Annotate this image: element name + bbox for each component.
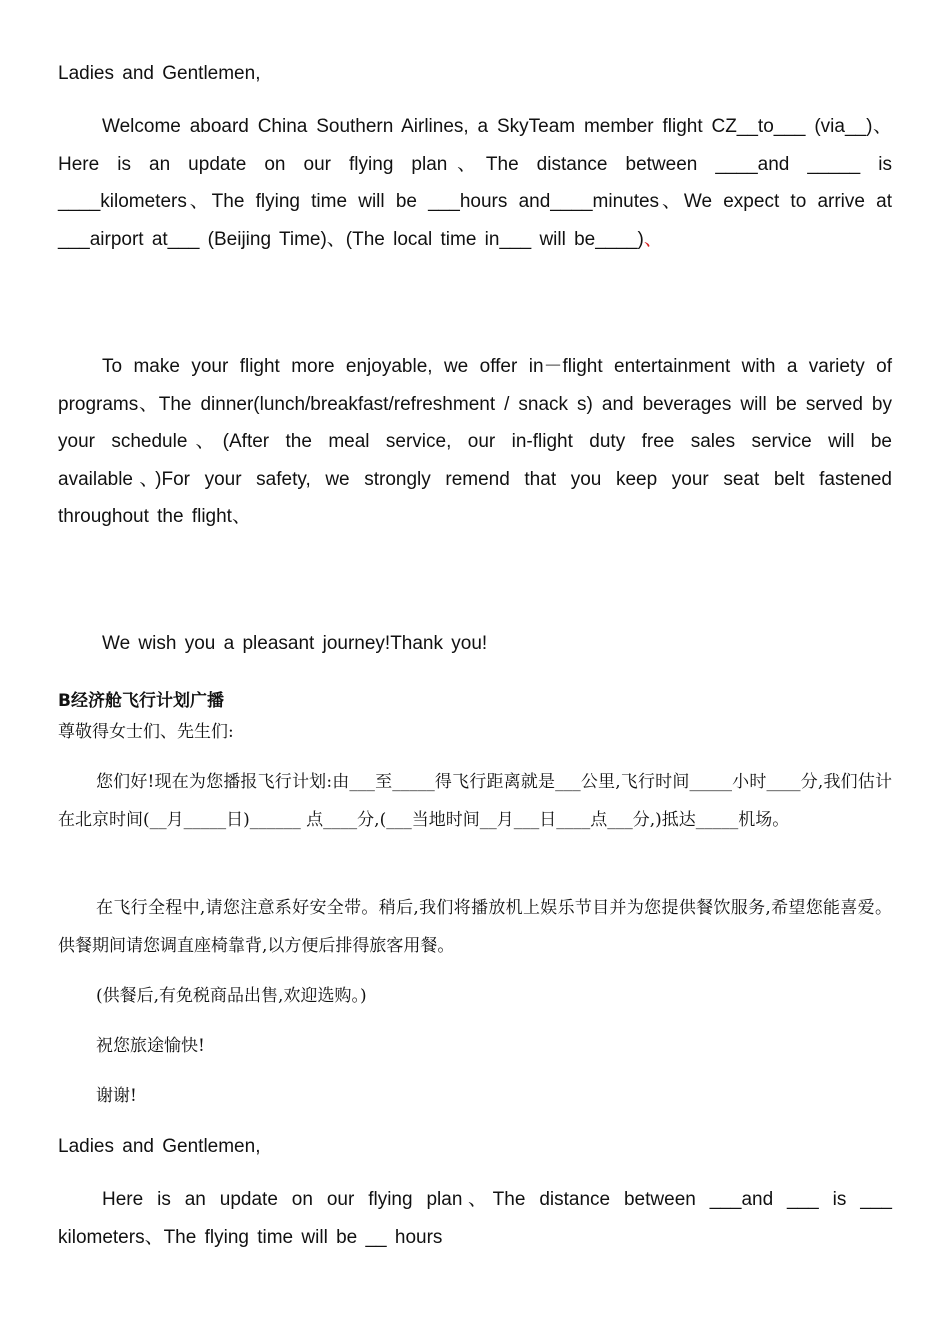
closing-wish-english: We wish you a pleasant journey!Thank you!: [102, 633, 488, 654]
duty-free-note-chinese: (供餐后,有免税商品出售,欢迎选购。): [96, 986, 367, 1006]
flight-plan-text: Welcome aboard China Southern Airlines, a SkyTeam member flight CZ__to___ (via__)、Here is an update on our flying plan、The distance between ____and _____ is ____kilometers、The flying time will be ___hours and____minutes、We expect to arrive at ___airport at___ (Beijing Time)、(The local time in___ will be____): [58, 116, 892, 250]
greeting-english-second: Ladies and Gentlemen,: [58, 1136, 261, 1157]
safety-paragraph-chinese: 在飞行全程中,请您注意系好安全带。稍后,我们将播放机上娱乐节目并为您提供餐饮服务,希望您能喜爱。供餐期间请您调直座椅靠背,以方便后排得旅客用餐。: [58, 898, 892, 956]
greeting-chinese: 尊敬得女士们、先生们:: [58, 722, 234, 742]
flight-plan-paragraph-chinese: 您们好!现在为您播报飞行计划:由___至_____得飞行距离就是___公里,飞行时间_____小时____分,我们估计在北京时间(__月_____日)______ 点____分,(___当地时间__月___日____点___分,)抵达_____机场。: [58, 772, 892, 830]
section-heading: B经济舱飞行计划广播: [58, 691, 224, 711]
closing-wish-chinese: 祝您旅途愉快!: [96, 1036, 205, 1056]
flight-plan-paragraph-second: Here is an update on our flying plan、The distance between ___and ___ is ___ kilometers、The flying time will be __ hours: [58, 1189, 892, 1248]
entertainment-paragraph: To make your flight more enjoyable, we offer in－flight entertainment with a variety of programs、The dinner(lunch/breakfast/refreshment / snack s) and beverages will be served by your schedule、(After the meal service, our in-flight duty free sales service will be available、)For your safety, we strongly remend that you keep your seat belt fastened throughout the flight、: [58, 356, 892, 527]
flight-plan-paragraph: [58, 108, 892, 258]
greeting-english: Ladies and Gentlemen,: [58, 63, 261, 84]
red-punctuation-mark: 、: [643, 228, 663, 250]
thanks-chinese: 谢谢!: [96, 1086, 137, 1106]
